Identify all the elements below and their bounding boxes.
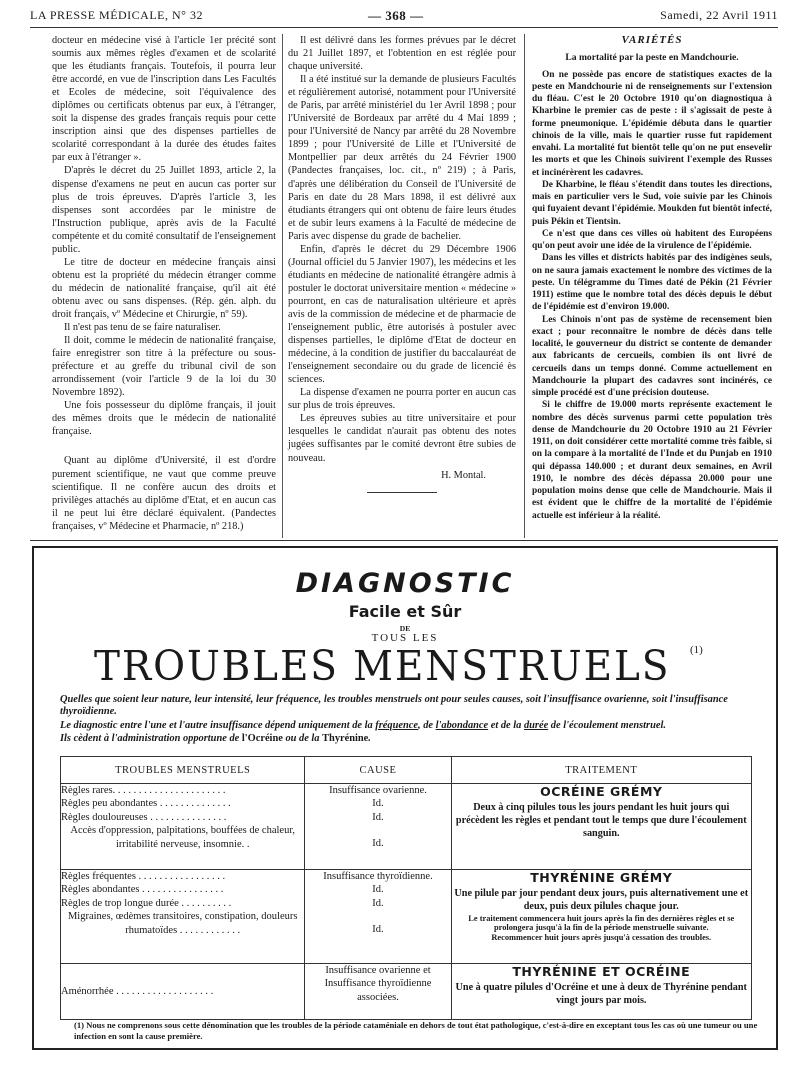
paragraph: On ne possède pas encore de statistiques exactes de la peste en Mandchourie ni de renseignements sur l'extension du fléau. C'est le 20 Octobre 1910 qu'on diagnostiqua à Kharbine le premier cas de peste : il s'agissait de peste à forme pneumonique. L'épidémie débuta dans le quartier chinois de la ville, mais le quartier russe fut rapidement envahi. La mortalité fut bientôt telle qu'on ne put ensevelir les morts et que les Chinois suivirent l'exemple des Russes et incinérèrent les cadavres. — [532, 69, 772, 178]
paragraph: Enfin, d'après le décret du 29 Décembre 1906 (Journal officiel du 5 Janvier 1907), les médecins et les étudiants en médecine de nationalité étrangère admis à postuler le doctorat universitaire mention « médecine » pourront, en cas de naturalisation ultérieure et après avis de la commission de médecine et de pharmacie de l'enseignement public, être autorisés à postuler avec dispenses partielles, le diplôme d'Etat de docteur en médecine, à la condition de justifier du baccalauréat de l'enseignement secondaire ou du grade de licencié ès sciences. — [288, 243, 516, 386]
symptom: Accès d'oppression, palpitations, bouffées de chaleur, irritabilité nerveuse, insomnie. . — [70, 825, 296, 850]
symptoms-cell — [61, 870, 305, 964]
ad-intro-3 — [60, 733, 760, 745]
treatment-cell — [451, 870, 751, 964]
ad-intro-1: Quelles que soient leur nature, leur intensité, leur fréquence, les troubles menstruels ont pour seules causes, soit l'insuffisance ovarienne, soit l'insuffisance thyroïdienne. — [60, 694, 728, 717]
cause: Id. — [372, 798, 384, 810]
text: Le diagnostic entre l'une et l'autre insuffisance dépend uniquement de la — [60, 720, 376, 731]
paragraph: Une fois possesseur du diplôme français, il jouit des mêmes droits que le médecin de nationalité française. — [52, 400, 276, 438]
dosage-text: Une à quatre pilules d'Ocréine et une à deux de Thyrénine pendant vingt jours par mois. — [455, 982, 747, 1006]
ad-footnote: (1) Nous ne comprenons sous cette dénomination que les troubles de la période cataméniale en dehors de tout état pathologique, c'est-à-dire en exceptant tous les cas où une tumeur ou une infection en sont la cause première. — [74, 1020, 758, 1041]
cause-cell — [305, 784, 451, 870]
paragraph: D'après le décret du 25 Juillet 1893, article 2, la dispense d'examens ne peut en aucun cas porter sur plus de trois épreuves. D'après l'article 3, les dispenses sont accordées par le ministre de l'Instruction publique, après avis de la Faculté compétente et du comité consultatif de l'enseignement public. — [52, 165, 276, 255]
cause: Insuffisance ovarienne. — [329, 785, 427, 796]
symptom: Migraines, œdèmes transitoires, constipation, douleurs rhumatoïdes . . . . . . . . . . . . — [67, 911, 298, 936]
paragraph: Ce n'est que dans ces villes où habitent des Européens qu'on peut avoir une idée de la virulence de l'épidémie. — [532, 228, 772, 251]
treatment-table — [60, 756, 752, 1020]
text: Ils cèdent à l'administration opportune de — [60, 733, 242, 744]
emph-frequence: fréquence — [375, 720, 419, 731]
product-ocreine: l'Ocréine — [241, 733, 283, 744]
treatment-cell — [451, 784, 751, 870]
product-name: THYRÉNINE GRÉMY — [530, 870, 673, 885]
text: , de — [418, 720, 436, 731]
paragraph: Dans les villes et districts habités par des indigènes seuls, on ne saura jamais exactement le nombre des victimes de la peste. Un télégramme du Times daté de Pékin (21 Février 1911) estime que le nombre total des décès depuis le début de l'épidémie est d'environ 19.000. — [532, 253, 772, 313]
paragraph: Il est délivré dans les formes prévues par le décret du 21 Juillet 1897, et l'obtention en est réglée pour chaque université. — [288, 35, 516, 73]
col-header: TRAITEMENT — [451, 757, 751, 784]
cause: Id. — [372, 811, 384, 823]
journal-title: LA PRESSE MÉDICALE, N° 32 — [30, 8, 203, 22]
symptom: Règles fréquentes . . . . . . . . . . . . . . . . . — [61, 871, 226, 882]
table-row — [61, 870, 752, 964]
symptom: Règles peu abondantes . . . . . . . . . . . . . . — [61, 798, 231, 810]
cause: Id. — [372, 884, 384, 896]
paragraph: Les Chinois n'ont pas de système de recensement bien exact ; pour reconnaître le nombre de décès dans telle localité, le gouverneur du district se contente de demander aux fabricants de cercueils, combien ils ont livré de cercueils dans un temps donné. Comme actuellement en Mandchourie la plupart des cadavres sont incinérés, ce simple procédé est d'une précision douteuse. — [532, 314, 772, 398]
paragraph: Si le chiffre de 19.000 morts représente exactement le nombre des décès survenus parmi cette population très dense de Mandchourie du 20 Octobre 1910 au 21 Février 1911, on doit considérer cette mortalité comme très faible, si on la compare à la mortalité de l'Inde et du Punjab en 1910 qui dépassa 140.000 ; et durant deux semaines, en Avril 1910, le nombre des décès dépassa 20.000 pour une population moins dense que celle de Mandchourie. Mais il est évident que le chiffre de la mortalité de l'épidémie actuelle est inférieur à la réalité. — [532, 400, 772, 521]
paragraph: De Kharbine, le fléau s'étendit dans toutes les directions, mais en particulier vers le Sud, voie suivie par les Chinois qui fuyaient devant l'épidémie. Moukden fut bientôt infecté, puis Pékin et Tientsin. — [532, 179, 772, 227]
symptom: Aménorrhée . . . . . . . . . . . . . . . . . . . — [61, 985, 214, 997]
col-header: TROUBLES MENSTRUELS — [61, 757, 305, 784]
cause-cell — [305, 870, 451, 964]
ad-headline: TROUBLES MENSTRUELS — [94, 642, 671, 690]
symptoms-cell — [61, 784, 305, 870]
paragraph: Les épreuves subies au titre universitaire et pour lesquelles le candidat n'aurait pas obtenu des notes jugées suffisantes par le comité devront être subies de nouveau. — [288, 413, 516, 464]
section-heading: VARIÉTÉS — [621, 34, 683, 46]
symptom: Règles de trop longue durée . . . . . . . . . . — [61, 897, 232, 909]
text: . — [368, 733, 371, 744]
ad-de: DE — [399, 624, 411, 633]
table-row — [61, 784, 752, 870]
cause: Id. — [372, 897, 384, 909]
paragraph: Le titre de docteur en médecine français ainsi obtenu est la propriété du médecin étranger comme du médecin de nationalité française, qu'il ait été obtenu avec ou sans dispenses. (Rép. gén. alph. du droit français, vº Médecine et Chirurgie, nº 59). — [52, 256, 276, 320]
ad-title: DIAGNOSTIC — [295, 568, 515, 599]
text: et de la — [488, 720, 524, 731]
dosage-text: Deux à cinq pilules tous les jours pendant les huit jours qui précèdent les règles et pendant tout le temps que dure l'écoulement sanguin. — [455, 802, 747, 839]
symptom: Règles abondantes . . . . . . . . . . . . . . . . — [61, 884, 224, 896]
advert-top-rule — [30, 540, 778, 541]
advertisement — [32, 546, 778, 1050]
footnote-marker: (1) — [690, 644, 703, 656]
dosage-note: Le traitement commencera huit jours après la fin des dernières règles et se prolongera jusqu'à la fin de la période menstruelle suivante. — [468, 913, 735, 933]
table-header-row — [61, 757, 752, 784]
ad-intro-2 — [60, 720, 760, 732]
paragraph: La dispense d'examen ne pourra porter en aucun cas sur plus de trois épreuves. — [288, 387, 516, 412]
author-signature: H. Montal. — [441, 469, 486, 481]
symptom: Règles douloureuses . . . . . . . . . . . . . . . — [61, 811, 227, 823]
page-header — [30, 6, 778, 26]
cause: Id. — [372, 924, 384, 936]
treatment-cell — [451, 964, 751, 1020]
symptoms-cell — [61, 964, 305, 1020]
paragraph: Il doit, comme le médecin de nationalité française, faire enregistrer son titre à la préfecture ou sous-préfecture et au greffe du tribunal civil de son arrondissement (voir l'article 9 de la loi du 30 Novembre 1892). — [52, 335, 276, 399]
article-title: La mortalité par la peste en Mandchourie. — [565, 52, 739, 64]
product-thyrenine: Thyrénine — [322, 733, 369, 744]
article-column-2 — [288, 34, 516, 493]
page-number: — 368 — — [368, 8, 424, 23]
cause: Insuffisance thyroïdienne. — [323, 871, 433, 882]
paragraph: Il n'est pas tenu de se faire naturaliser. — [64, 322, 221, 334]
product-name: THYRÉNINE ET OCRÉINE — [512, 964, 691, 979]
table-row — [61, 964, 752, 1020]
paragraph: Quant au diplôme d'Université, il est d'ordre purement scientifique, ne vaut que comme preuve scientifique. Il ne confère aucun des droits et privilèges attachés au diplôme d'Etat, et en aucun cas il ne peut lui être déclaré équivalent. (Pandectes françaises, vº Médecine et Pharmacie, nº 218.) — [52, 455, 276, 532]
article-end-rule — [367, 492, 437, 493]
dosage-note: Recommencer huit jours après jusqu'à cessation des troubles. — [491, 932, 712, 942]
emph-abondance: l'abondance — [435, 720, 489, 731]
cause-cell: Insuffisance ovarienne et Insuffisance thyroïdienne associées. — [305, 964, 451, 1020]
col-header: CAUSE — [305, 757, 451, 784]
issue-date: Samedi, 22 Avril 1911 — [660, 8, 778, 22]
column-divider — [524, 34, 525, 538]
dosage-text: Une pilule par jour pendant deux jours, puis alternativement une et deux, puis deux pilules chaque jour. — [454, 888, 749, 912]
header-rule — [30, 27, 778, 28]
ad-tous-les: TOUS LES — [371, 632, 439, 644]
product-name: OCRÉINE GRÉMY — [540, 784, 663, 799]
symptom: Règles rares. . . . . . . . . . . . . . . . . . . . . . — [61, 785, 226, 796]
text: ou de la — [282, 733, 323, 744]
varietes-column — [532, 34, 772, 522]
cause: Id. — [372, 838, 384, 850]
ad-subtitle: Facile et Sûr — [348, 602, 462, 621]
article-column-1 — [52, 34, 276, 533]
column-divider — [282, 34, 283, 538]
paragraph: Il a été institué sur la demande de plusieurs Facultés et régulièrement autorisé, notamment pour l'Université de Paris, par arrêté ministériel du 1er Avril 1898 ; pour l'Université de Bordeaux par arrêté du 4 Mai 1899 ; pour l'Université de Nancy par arrêté du 28 Novembre 1899 ; pour l'Université de Lille et l'Université de Montpellier par deux arrêtés du 24 Février 1900 (Pandectes françaises, loc. cit., nº 219) ; à Paris, d'après une délibération du Conseil de l'Université de Paris en date du 28 Mars 1898, il est délivré aux étudiants étrangers qui ont obtenu de faire leurs études et de subir leurs examens à la Faculté de médecine de Paris avec dispense du grade de bachelier. — [288, 74, 516, 242]
text: de l'écoulement menstruel. — [548, 720, 666, 731]
paragraph: docteur en médecine visé à l'article 1er précité sont soumis aux mêmes règles d'examen et de scolarité que les étudiants français. Toutefois, il pourra leur être accordé, en vue de l'inscription dans Les Facultés et Ecoles de médecine, soit l'équivalence des diplômes ou certificats obtenus par eux, à l'étranger, soit la dispense des grades français requis pour cette inscription ainsi que des dispenses partielles de scolarité correspondant à la durée des études faites par eux à l'étranger ». — [52, 35, 276, 164]
emph-duree: durée — [523, 720, 549, 731]
